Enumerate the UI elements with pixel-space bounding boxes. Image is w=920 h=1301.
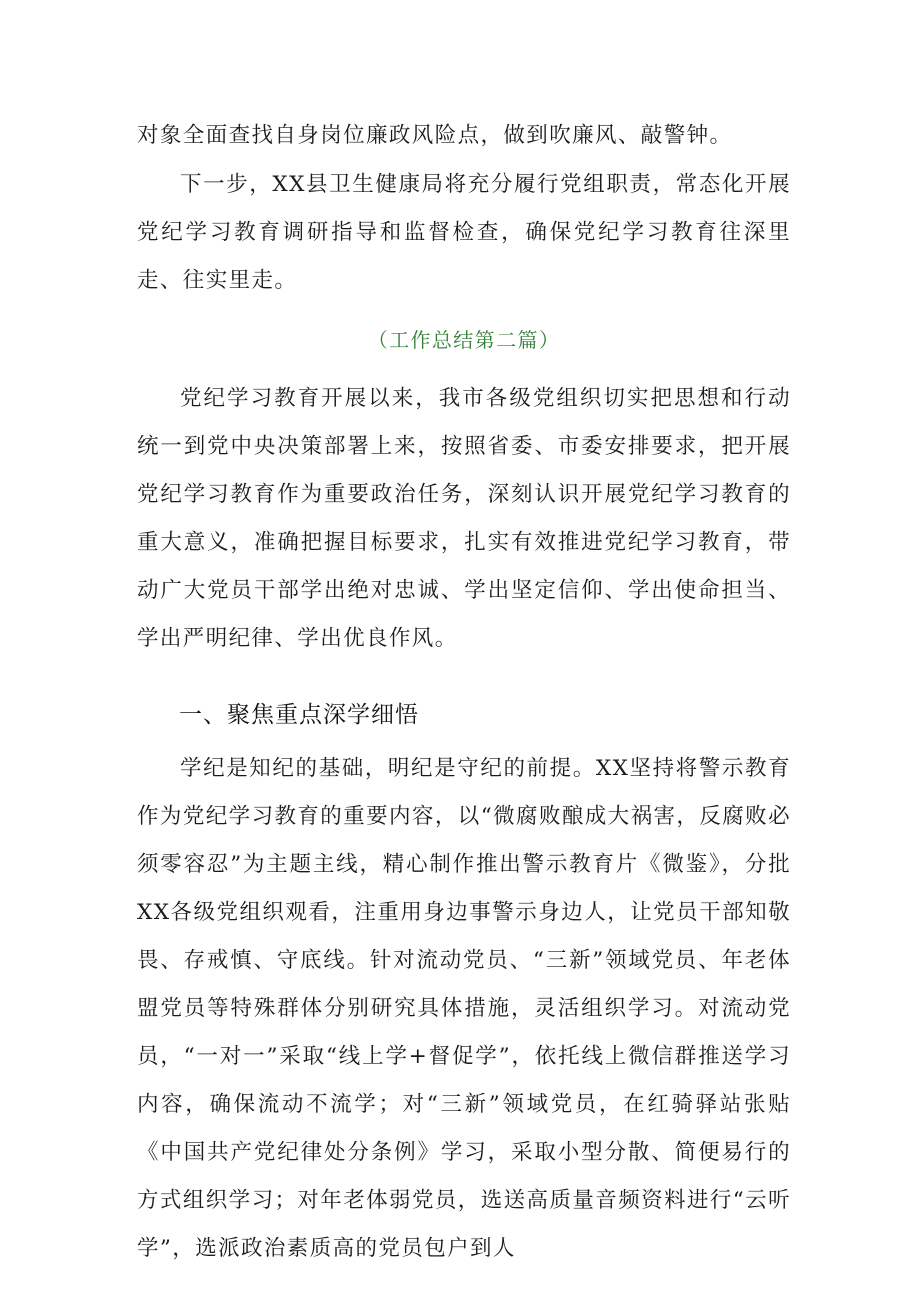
paragraph-4: 学纪是知纪的基础，明纪是守纪的前提。XX坚持将警示教育作为党纪学习教育的重要内容，以“微腐败酿成大祸害，反腐败必须零容忍”为主题主线，精心制作推出警示教育片《微鉴》，分批XX各级党组织观看，注重用身边事警示身边人，让党员干部知敬畏、存戒慎、守底线。针对流动党员、“三新”领域党员、年老体盟党员等特殊群体分别研究具体措施，灵活组织学习。对流动党员，“一对一”采取“线上学+督促学”，依托线上微信群推送学习内容，确保流动不流学；对“三新”领域党员，在红骑驿站张贴《中国共产党纪律处分条例》学习，采取小型分散、简便易行的方式组织学习；对年老体弱党员，选送高质量音频资料进行“云听学”，选派政治素质高的党员包户到人	[137, 756, 791, 1261]
section-heading-1: 一、聚焦重点深学细悟	[179, 702, 419, 728]
section-subtitle: （工作总结第二篇）	[367, 328, 561, 352]
paragraph-1: 对象全面查找自身岗位廉政风险点，做到吹廉风、敲警钟。	[137, 123, 733, 148]
paragraph-3: 党纪学习教育开展以来，我市各级党组织切实把思想和行动统一到党中央决策部署上来，按照省委、市委安排要求，把开展党纪学习教育作为重要政治任务，深刻认识开展党纪学习教育的重大意义，准确把握目标要求，扎实有效推进党纪学习教育，带动广大党员干部学出绝对忠诚、学出坚定信仰、学出使命担当、学出严明纪律、学出优良作风。	[137, 386, 791, 651]
paragraph-2: 下一步，XX县卫生健康局将充分履行党组职责，常态化开展党纪学习教育调研指导和监督检查，确保党纪学习教育往深里走、往实里走。	[137, 172, 791, 293]
document-body	[137, 112, 791, 1273]
